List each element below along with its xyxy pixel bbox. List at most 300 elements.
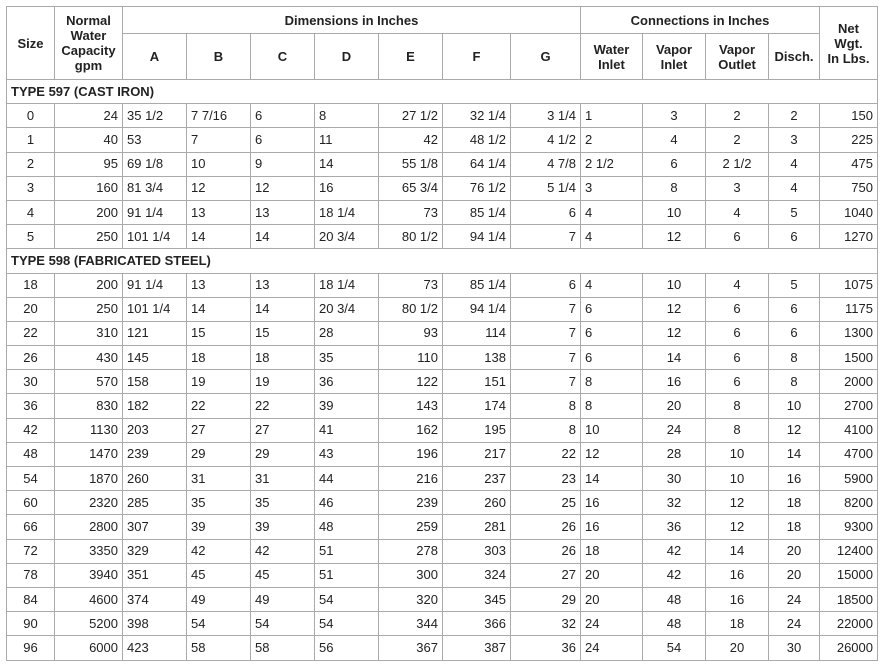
table-cell: 1 (7, 128, 55, 152)
table-cell: 54 (315, 587, 379, 611)
table-cell: 237 (443, 467, 511, 491)
header-line: Inlet (598, 56, 625, 72)
table-cell: 69 1/8 (123, 152, 187, 176)
table-cell: 6 (706, 225, 769, 249)
table-cell: 54 (315, 612, 379, 636)
table-cell: 72 (7, 539, 55, 563)
table-row (7, 636, 878, 660)
dim-col-d-header: D (315, 34, 379, 80)
table-cell: 20 (643, 394, 706, 418)
table-cell: 2000 (820, 370, 878, 394)
table-cell: 14 (251, 297, 315, 321)
table-cell: 138 (443, 346, 511, 370)
table-cell: 96 (7, 636, 55, 660)
table-cell: 18 (7, 273, 55, 297)
table-cell: 122 (379, 370, 443, 394)
table-cell: 6 (769, 321, 820, 345)
table-cell: 51 (315, 539, 379, 563)
table-cell: 45 (251, 563, 315, 587)
table-cell: 30 (769, 636, 820, 660)
table-cell: 324 (443, 563, 511, 587)
table-cell: 6 (769, 225, 820, 249)
table-row (7, 273, 878, 297)
table-cell: 36 (7, 394, 55, 418)
table-cell: 8 (643, 176, 706, 200)
table-cell: 48 (643, 612, 706, 636)
table-cell: 225 (820, 128, 878, 152)
table-cell: 7 (187, 128, 251, 152)
table-row (7, 539, 878, 563)
table-cell: 2 (769, 104, 820, 128)
table-cell: 32 (643, 491, 706, 515)
table-cell: 42 (251, 539, 315, 563)
table-cell: 54 (251, 612, 315, 636)
table-cell: 8200 (820, 491, 878, 515)
table-cell: 217 (443, 442, 511, 466)
table-cell: 8 (581, 370, 643, 394)
table-cell: 3 (7, 176, 55, 200)
table-cell: 351 (123, 563, 187, 587)
table-cell: 18 1/4 (315, 200, 379, 224)
table-row (7, 515, 878, 539)
weight-header-line: In Lbs. (827, 50, 870, 66)
table-cell: 27 (251, 418, 315, 442)
table-cell: 398 (123, 612, 187, 636)
table-cell: 4 7/8 (511, 152, 581, 176)
table-cell: 4 (7, 200, 55, 224)
table-cell: 12 (643, 225, 706, 249)
table-cell: 78 (7, 563, 55, 587)
vapor-outlet-header (706, 34, 769, 80)
table-cell: 24 (769, 587, 820, 611)
table-cell: 200 (55, 200, 123, 224)
table-cell: 6 (511, 273, 581, 297)
capacity-header-line: gpm (74, 58, 103, 73)
table-cell: 35 (251, 491, 315, 515)
table-cell: 24 (769, 612, 820, 636)
weight-header-line: Net (838, 20, 859, 36)
table-cell: 10 (769, 394, 820, 418)
table-cell: 80 1/2 (379, 225, 443, 249)
table-cell: 66 (7, 515, 55, 539)
table-cell: 12 (643, 297, 706, 321)
table-cell: 4 (769, 176, 820, 200)
table-cell: 1300 (820, 321, 878, 345)
table-cell: 9300 (820, 515, 878, 539)
table-cell: 14 (581, 467, 643, 491)
table-cell: 101 1/4 (123, 225, 187, 249)
table-cell: 145 (123, 346, 187, 370)
table-cell: 6 (581, 321, 643, 345)
section-title: TYPE 597 (CAST IRON) (7, 80, 878, 104)
table-cell: 10 (643, 273, 706, 297)
table-cell: 58 (251, 636, 315, 660)
table-cell: 3 1/4 (511, 104, 581, 128)
table-cell: 1175 (820, 297, 878, 321)
table-cell: 35 1/2 (123, 104, 187, 128)
table-cell: 25 (511, 491, 581, 515)
table-cell: 23 (511, 467, 581, 491)
table-cell: 14 (187, 297, 251, 321)
table-cell: 43 (315, 442, 379, 466)
table-cell: 8 (769, 370, 820, 394)
table-cell: 18 (769, 515, 820, 539)
table-cell: 4 (769, 152, 820, 176)
table-cell: 8 (315, 104, 379, 128)
table-cell: 30 (7, 370, 55, 394)
table-cell: 20 (769, 539, 820, 563)
table-cell: 7 (511, 225, 581, 249)
water-inlet-header (581, 34, 643, 80)
table-cell: 48 (7, 442, 55, 466)
weight-header (820, 7, 878, 80)
table-cell: 12 (251, 176, 315, 200)
table-cell: 31 (251, 467, 315, 491)
table-cell: 56 (315, 636, 379, 660)
table-cell: 39 (251, 515, 315, 539)
capacity-header-line: Capacity (61, 43, 116, 58)
table-cell: 73 (379, 273, 443, 297)
table-cell: 20 (581, 587, 643, 611)
section-header-row (7, 249, 878, 273)
table-cell: 174 (443, 394, 511, 418)
table-cell: 2800 (55, 515, 123, 539)
table-cell: 7 7/16 (187, 104, 251, 128)
table-cell: 150 (820, 104, 878, 128)
table-cell: 7 (511, 297, 581, 321)
table-cell: 15 (187, 321, 251, 345)
table-cell: 2 1/2 (706, 152, 769, 176)
table-cell: 91 1/4 (123, 200, 187, 224)
table-cell: 54 (187, 612, 251, 636)
table-cell: 2700 (820, 394, 878, 418)
table-cell: 42 (7, 418, 55, 442)
table-cell: 53 (123, 128, 187, 152)
table-cell: 85 1/4 (443, 273, 511, 297)
table-cell: 22000 (820, 612, 878, 636)
table-cell: 6 (706, 346, 769, 370)
table-cell: 6 (511, 200, 581, 224)
table-cell: 6 (581, 346, 643, 370)
table-cell: 6 (251, 128, 315, 152)
table-cell: 7 (511, 346, 581, 370)
table-cell: 19 (187, 370, 251, 394)
table-cell: 22 (7, 321, 55, 345)
table-row (7, 612, 878, 636)
table-cell: 310 (55, 321, 123, 345)
capacity-header-line: Normal (66, 13, 111, 28)
table-row (7, 491, 878, 515)
table-row (7, 128, 878, 152)
table-cell: 95 (55, 152, 123, 176)
table-cell: 90 (7, 612, 55, 636)
table-cell: 36 (643, 515, 706, 539)
table-cell: 5200 (55, 612, 123, 636)
table-cell: 26 (511, 515, 581, 539)
table-cell: 45 (187, 563, 251, 587)
table-cell: 2320 (55, 491, 123, 515)
table-cell: 344 (379, 612, 443, 636)
table-cell: 281 (443, 515, 511, 539)
table-cell: 0 (7, 104, 55, 128)
table-cell: 2 (581, 128, 643, 152)
table-cell: 239 (123, 442, 187, 466)
table-cell: 259 (379, 515, 443, 539)
table-cell: 345 (443, 587, 511, 611)
table-cell: 329 (123, 539, 187, 563)
section-title: TYPE 598 (FABRICATED STEEL) (7, 249, 878, 273)
table-cell: 4 (643, 128, 706, 152)
table-cell: 830 (55, 394, 123, 418)
table-cell: 65 3/4 (379, 176, 443, 200)
table-cell: 5 1/4 (511, 176, 581, 200)
table-cell: 24 (581, 612, 643, 636)
table-cell: 60 (7, 491, 55, 515)
table-cell: 143 (379, 394, 443, 418)
header-line: Outlet (718, 56, 756, 72)
table-cell: 20 3/4 (315, 225, 379, 249)
table-cell: 110 (379, 346, 443, 370)
table-cell: 250 (55, 297, 123, 321)
table-cell: 14 (706, 539, 769, 563)
table-cell: 48 (315, 515, 379, 539)
table-cell: 8 (706, 394, 769, 418)
dim-col-a-header: A (123, 34, 187, 80)
table-row (7, 467, 878, 491)
table-cell: 6 (706, 370, 769, 394)
table-cell: 1870 (55, 467, 123, 491)
table-cell: 4 (581, 225, 643, 249)
table-cell: 12 (706, 515, 769, 539)
table-cell: 216 (379, 467, 443, 491)
discharge-header (769, 34, 820, 80)
table-cell: 18 (581, 539, 643, 563)
table-cell: 18 (251, 346, 315, 370)
table-row (7, 321, 878, 345)
table-cell: 48 1/2 (443, 128, 511, 152)
capacity-header-line: Water (70, 28, 107, 43)
table-cell: 13 (187, 273, 251, 297)
table-cell: 10 (581, 418, 643, 442)
table-cell: 19 (251, 370, 315, 394)
table-cell: 30 (643, 467, 706, 491)
table-row (7, 442, 878, 466)
table-cell: 3940 (55, 563, 123, 587)
table-cell: 27 (511, 563, 581, 587)
table-cell: 1 (581, 104, 643, 128)
table-cell: 278 (379, 539, 443, 563)
table-cell: 22 (511, 442, 581, 466)
table-cell: 6 (706, 297, 769, 321)
table-cell: 14 (769, 442, 820, 466)
table-cell: 4 (581, 200, 643, 224)
table-row (7, 200, 878, 224)
table-cell: 36 (315, 370, 379, 394)
table-cell: 475 (820, 152, 878, 176)
table-cell: 14 (251, 225, 315, 249)
table-cell: 42 (643, 539, 706, 563)
table-cell: 32 (511, 612, 581, 636)
table-cell: 27 1/2 (379, 104, 443, 128)
table-cell: 10 (706, 467, 769, 491)
table-cell: 16 (315, 176, 379, 200)
dimensions-header: Dimensions in Inches (123, 7, 581, 34)
table-cell: 18 (769, 491, 820, 515)
table-cell: 6 (251, 104, 315, 128)
table-cell: 15 (251, 321, 315, 345)
table-row (7, 152, 878, 176)
table-cell: 40 (55, 128, 123, 152)
section-header-row (7, 80, 878, 104)
table-cell: 16 (581, 491, 643, 515)
table-cell: 366 (443, 612, 511, 636)
table-cell: 4 (706, 273, 769, 297)
table-cell: 2 1/2 (581, 152, 643, 176)
table-cell: 374 (123, 587, 187, 611)
table-cell: 570 (55, 370, 123, 394)
table-cell: 39 (315, 394, 379, 418)
table-cell: 195 (443, 418, 511, 442)
table-cell: 91 1/4 (123, 273, 187, 297)
table-cell: 26 (511, 539, 581, 563)
table-cell: 6 (643, 152, 706, 176)
table-cell: 5 (7, 225, 55, 249)
table-cell: 18 1/4 (315, 273, 379, 297)
table-cell: 13 (251, 200, 315, 224)
table-cell: 8 (581, 394, 643, 418)
table-cell: 94 1/4 (443, 297, 511, 321)
table-cell: 2 (7, 152, 55, 176)
table-cell: 46 (315, 491, 379, 515)
table-cell: 49 (251, 587, 315, 611)
table-cell: 12 (643, 321, 706, 345)
table-cell: 10 (643, 200, 706, 224)
table-cell: 260 (443, 491, 511, 515)
table-cell: 20 (7, 297, 55, 321)
table-cell: 1075 (820, 273, 878, 297)
table-cell: 54 (7, 467, 55, 491)
vapor-inlet-header (643, 34, 706, 80)
table-cell: 203 (123, 418, 187, 442)
table-cell: 260 (123, 467, 187, 491)
table-cell: 2 (706, 104, 769, 128)
table-cell: 196 (379, 442, 443, 466)
table-cell: 29 (251, 442, 315, 466)
table-cell: 10 (706, 442, 769, 466)
table-cell: 387 (443, 636, 511, 660)
table-cell: 26000 (820, 636, 878, 660)
table-cell: 94 1/4 (443, 225, 511, 249)
table-cell: 39 (187, 515, 251, 539)
table-cell: 42 (187, 539, 251, 563)
table-cell: 182 (123, 394, 187, 418)
table-cell: 320 (379, 587, 443, 611)
table-cell: 3 (643, 104, 706, 128)
table-cell: 8 (769, 346, 820, 370)
header-line: Inlet (660, 56, 688, 72)
dim-col-c-header: C (251, 34, 315, 80)
table-cell: 29 (511, 587, 581, 611)
table-row (7, 587, 878, 611)
table-cell: 10 (187, 152, 251, 176)
table-cell: 64 1/4 (443, 152, 511, 176)
table-cell: 26 (7, 346, 55, 370)
table-cell: 29 (187, 442, 251, 466)
table-cell: 12 (187, 176, 251, 200)
table-cell: 16 (643, 370, 706, 394)
table-cell: 4600 (55, 587, 123, 611)
table-cell: 5 (769, 273, 820, 297)
table-cell: 303 (443, 539, 511, 563)
table-row (7, 346, 878, 370)
table-cell: 41 (315, 418, 379, 442)
table-cell: 14 (643, 346, 706, 370)
table-cell: 48 (643, 587, 706, 611)
dim-col-b-header: B (187, 34, 251, 80)
table-cell: 367 (379, 636, 443, 660)
table-cell: 16 (769, 467, 820, 491)
table-cell: 18 (187, 346, 251, 370)
table-cell: 114 (443, 321, 511, 345)
table-cell: 8 (511, 418, 581, 442)
table-cell: 2 (706, 128, 769, 152)
specifications-table (6, 6, 878, 661)
table-cell: 12 (769, 418, 820, 442)
capacity-header (55, 7, 123, 80)
table-cell: 4 (581, 273, 643, 297)
table-cell: 20 (581, 563, 643, 587)
table-row (7, 563, 878, 587)
table-row (7, 104, 878, 128)
table-cell: 162 (379, 418, 443, 442)
table-cell: 42 (643, 563, 706, 587)
table-cell: 76 1/2 (443, 176, 511, 200)
table-cell: 27 (187, 418, 251, 442)
table-cell: 285 (123, 491, 187, 515)
table-cell: 13 (251, 273, 315, 297)
table-cell: 1270 (820, 225, 878, 249)
dim-col-g-header: G (511, 34, 581, 80)
table-cell: 12 (706, 491, 769, 515)
table-cell: 84 (7, 587, 55, 611)
table-cell: 49 (187, 587, 251, 611)
table-cell: 73 (379, 200, 443, 224)
table-cell: 35 (315, 346, 379, 370)
table-cell: 58 (187, 636, 251, 660)
table-row (7, 370, 878, 394)
table-cell: 24 (55, 104, 123, 128)
size-header: Size (7, 7, 55, 80)
table-cell: 6 (581, 297, 643, 321)
table-cell: 1500 (820, 346, 878, 370)
table-cell: 3 (769, 128, 820, 152)
table-cell: 24 (581, 636, 643, 660)
table-cell: 14 (187, 225, 251, 249)
dim-col-e-header: E (379, 34, 443, 80)
table-cell: 28 (315, 321, 379, 345)
table-cell: 8 (511, 394, 581, 418)
table-cell: 8 (706, 418, 769, 442)
table-cell: 93 (379, 321, 443, 345)
table-cell: 7 (511, 321, 581, 345)
table-cell: 4100 (820, 418, 878, 442)
table-cell: 13 (187, 200, 251, 224)
table-cell: 18 (706, 612, 769, 636)
header-line: Vapor (718, 41, 756, 57)
table-cell: 1470 (55, 442, 123, 466)
table-cell: 16 (706, 587, 769, 611)
table-cell: 5 (769, 200, 820, 224)
